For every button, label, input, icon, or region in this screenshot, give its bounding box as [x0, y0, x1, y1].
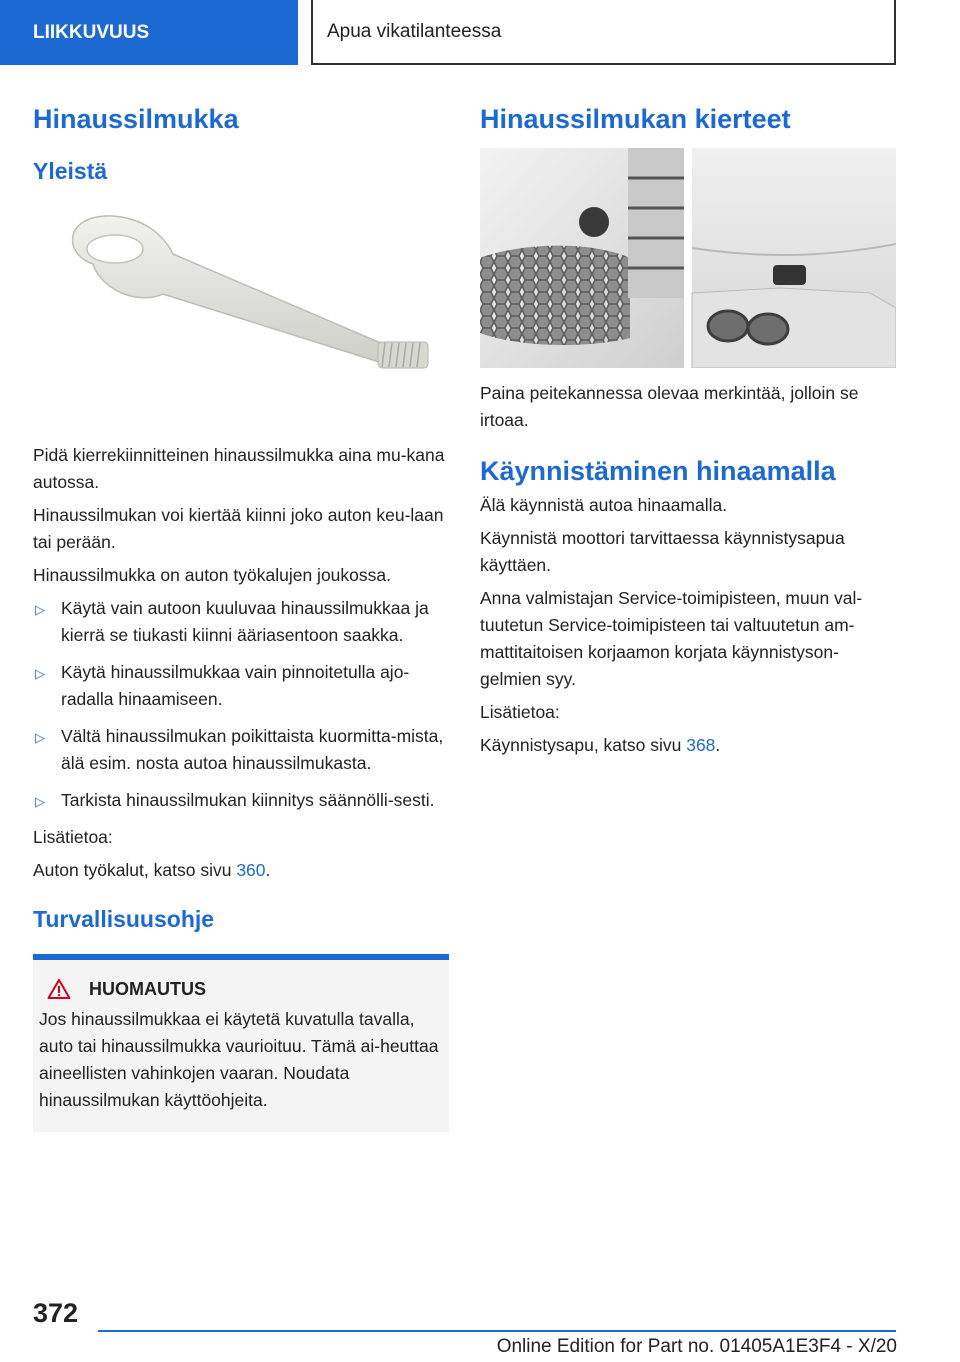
paragraph: Pidä kierrekiinnitteinen hinaussilmukka aina mu-kana autossa.: [33, 445, 445, 492]
edition-text: Online Edition for Part no. 01405A1E3F4 - X/20: [496, 1336, 897, 1357]
triangle-bullet-icon: ▷: [35, 794, 45, 809]
page-number: 372: [33, 1298, 79, 1328]
header-section: [0, 0, 298, 65]
left-column: [33, 100, 449, 1132]
more-info-label: Lisätietoa:: [33, 827, 113, 847]
notice-box: [33, 954, 449, 1132]
right-column: [480, 100, 896, 759]
paragraph: Paina peitekannessa olevaa merkintää, jolloin se irtoaa.: [480, 383, 859, 430]
warning-triangle-icon: [47, 978, 71, 1000]
paragraph: Hinaussilmukan voi kiertää kiinni joko auton keu-laan tai perään.: [33, 505, 444, 552]
tow-eye-image: [33, 194, 449, 434]
more-info-label: Lisätietoa:: [480, 702, 560, 722]
cross-reference: Auton työkalut, katso sivu 360.: [33, 860, 271, 880]
header-section-label: LIIKKUVUUS: [33, 21, 150, 43]
header-subsection-label: Apua vikatilanteessa: [327, 20, 502, 42]
triangle-bullet-icon: ▷: [35, 602, 45, 617]
paragraph: Älä käynnistä autoa hinaamalla.: [480, 495, 728, 515]
triangle-bullet-icon: ▷: [35, 730, 45, 745]
list-item: ▷ Vältä hinaussilmukan poikittaista kuormitta-mista, älä esim. nosta autoa hinaussilmukasta.: [35, 726, 444, 773]
notice-heading: [39, 978, 441, 1000]
list-item: ▷ Käytä vain autoon kuuluvaa hinaussilmukkaa ja kierrä se tiukasti kiinni ääriasentoon saakka.: [35, 598, 429, 645]
section-title: Hinaussilmukka: [33, 104, 239, 134]
section-title: Hinaussilmukan kierteet: [480, 104, 791, 134]
subtitle-general: Yleistä: [33, 158, 108, 184]
footer-divider: [98, 1330, 896, 1332]
paragraph: Hinaussilmukka on auton työkalujen joukossa.: [33, 565, 391, 585]
bumper-cover-image: [480, 148, 896, 368]
notice-text: Jos hinaussilmukkaa ei käytetä kuvatulla tavalla, auto tai hinaussilmukka vaurioituu. Tämä ai-heuttaa aineellisten vahinkojen vaaran. Noudata hinaussilmukan käyttöohjeita.: [39, 1009, 439, 1110]
paragraph: Käynnistä moottori tarvittaessa käynnistysapua käyttäen.: [480, 528, 845, 575]
section-title-tow-start: Käynnistäminen hinaamalla: [480, 456, 836, 486]
page-link[interactable]: 368: [686, 735, 716, 755]
instruction-list: [33, 595, 449, 814]
notice-title: HUOMAUTUS: [89, 978, 206, 999]
header-subsection: [311, 0, 896, 65]
paragraph: Anna valmistajan Service-toimipisteen, muun val-tuutetun Service-toimipisteen tai valtuutetun am-mattitaitoisen korjaamon korjata käynnistyson-gelmien syy.: [480, 588, 863, 689]
subtitle-safety: Turvallisuusohje: [33, 906, 215, 932]
cross-reference: Käynnistysapu, katso sivu 368.: [480, 735, 721, 755]
list-item: ▷ Käytä hinaussilmukkaa vain pinnoitetulla ajo-radalla hinaamiseen.: [35, 662, 410, 709]
list-item: ▷ Tarkista hinaussilmukan kiinnitys säännölli-sesti.: [33, 787, 449, 814]
page-link[interactable]: 360: [236, 860, 266, 880]
triangle-bullet-icon: ▷: [35, 666, 45, 681]
